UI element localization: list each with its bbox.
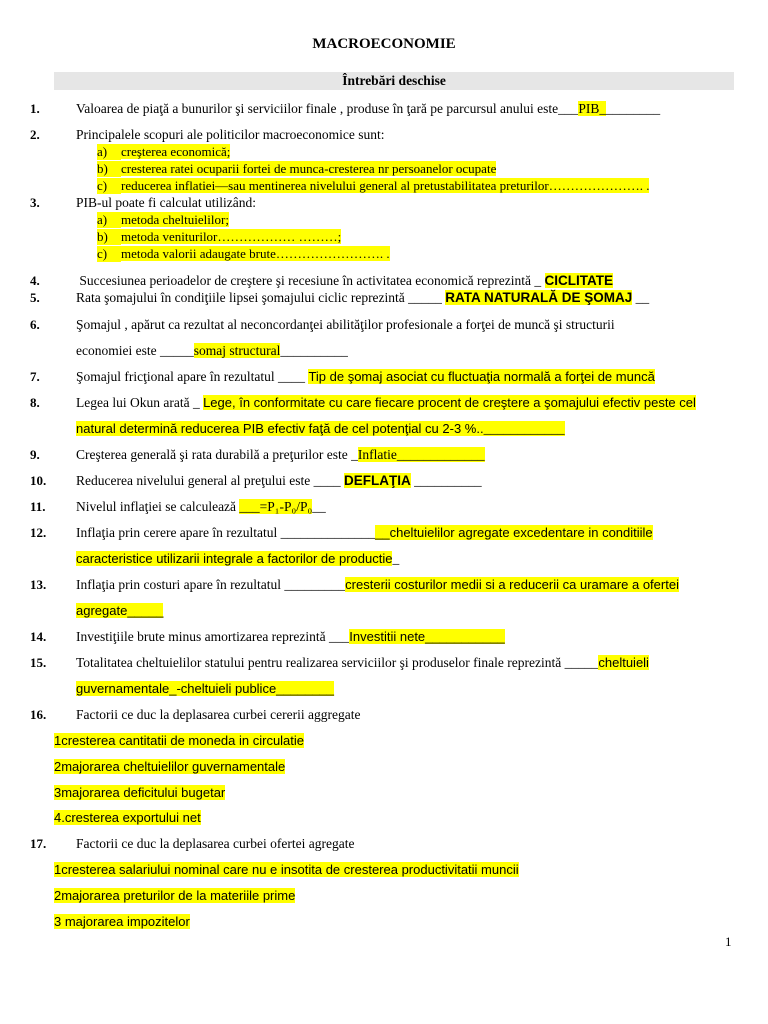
question-2-option-b: b) cresterea ratei ocuparii fortei de munca-cresterea nr persoanelor ocupate [97,161,497,176]
question-12-continuation: caracteristice utilizarii integrale a factorilor de productie_ [76,551,400,566]
question-5: 5. Rata şomajului în condiţiile lipsei şomajului ciclic reprezintă _____ RATA NATURALĂ DE ŞOMAJ __ [30,290,650,305]
question-15: 15. Totalitatea cheltuielilor statului pentru realizarea serviciilor şi produselor finale reprezintă _____cheltuieli [30,655,649,670]
question-2-option-a: a) creşterea economică; [97,144,231,159]
question-10: 10. Reducerea nivelului general al preţului este ____ DEFLAŢIA __________ [30,473,482,488]
question-16-answer-3: 3majorarea deficitului bugetar [54,785,226,800]
question-7: 7. Şomajul fricţional apare în rezultatul ____ Tip de şomaj asociat cu fluctuaţia normală a forţei de muncă [30,369,655,384]
question-3-option-b: b) metoda veniturilor……………… ………; [97,229,342,244]
page-number: 1 [725,934,732,949]
question-13-continuation: agregate_____ [76,603,164,618]
question-6: 6. Şomajul , apărut ca rezultat al neconcordanţei abilităţilor profesionale a forţei de muncă şi structurii [30,317,615,332]
question-14: 14. Investiţiile brute minus amortizarea reprezintă ___Investitii nete___________ [30,629,505,644]
question-6-continuation: economiei este _____somaj structural__________ [76,343,348,358]
section-title: Întrebări deschise [342,73,446,88]
question-12: 12. Inflaţia prin cerere apare în rezultatul ________________cheltuielilor agregate excedentare in conditiile [30,525,653,540]
question-8-continuation: natural determină reducerea PIB efectiv faţă de cel potenţial cu 2-3 %..____________ [76,421,565,436]
question-17: 17. Factorii ce duc la deplasarea curbei ofertei agregate [30,836,355,851]
question-3-option-a: a) metoda cheltuielilor; [97,212,229,227]
question-8: 8. Legea lui Okun arată _ Lege, în conformitate cu care fiecare procent de creştere a şomajului efectiv peste cel [30,395,696,410]
question-15-continuation: guvernamentale_-cheltuieli publice________ [76,681,335,696]
question-16-answer-1: 1cresterea cantitatii de moneda in circulatie [54,733,305,748]
question-17-answer-3: 3 majorarea impozitelor [54,914,190,929]
question-17-answer-2: 2majorarea preturilor de la materiile prime [54,888,296,903]
question-1: 1. Valoarea de piaţă a bunurilor şi serviciilor finale , produse în ţară pe parcursul anului este___PIB_________ [30,101,661,116]
question-3-option-c: c) metoda valorii adaugate brute……………………. . [97,246,390,261]
question-16: 16. Factorii ce duc la deplasarea curbei cererii aggregate [30,707,361,722]
question-2-option-c: c) reducerea inflatiei—sau mentinerea nivelului general al pretustabilitatea preturilor…………………. . [97,178,650,193]
page-title: MACROECONOMIE [312,36,456,52]
question-2: 2. Principalele scopuri ale politicilor macroeconomice sunt: [30,127,385,142]
question-13: 13. Inflaţia prin costuri apare în rezultatul _________cresterii costurilor medii si a reducerii ca uramare a ofertei [30,577,679,592]
question-17-answer-1: 1cresterea salariului nominal care nu e insotita de cresterea productivitatii muncii [54,862,519,877]
question-16-answer-2: 2majorarea cheltuielilor guvernamentale [54,759,286,774]
question-11: 11. Nivelul inflaţiei se calculează ___=P₁-P₀/P₀__ [30,499,326,514]
question-16-answer-4: 4.cresterea exportului net [54,810,201,825]
question-9: 9. Creşterea generală şi rata durabilă a preţurilor este _Inflatie_____________ [30,447,485,462]
question-4: 4. Succesiunea perioadelor de creştere şi recesiune în activitatea economică reprezintă _ CICLITATE [30,273,614,288]
question-3: 3. PIB-ul poate fi calculat utilizând: [30,195,256,210]
